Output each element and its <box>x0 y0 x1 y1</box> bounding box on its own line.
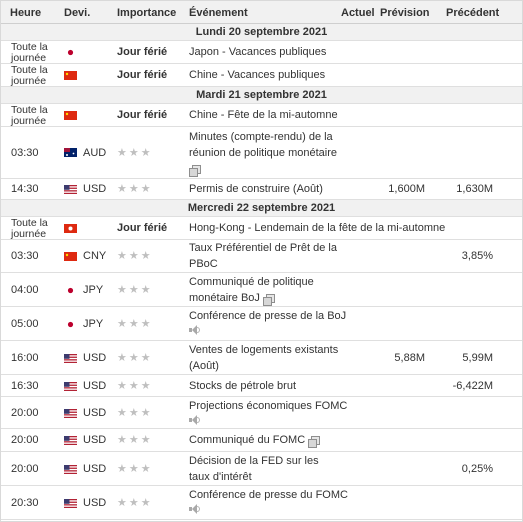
event-time: 16:00 <box>11 352 39 364</box>
event-title[interactable]: Communiqué du FOMC <box>189 434 306 446</box>
event-cell <box>189 308 359 335</box>
event-title[interactable]: Décision de la FED sur les taux d'intérêt <box>189 455 319 483</box>
speaker-icon[interactable] <box>189 415 200 425</box>
importance-stars: ★★★ <box>117 434 153 446</box>
china-flag-icon <box>64 252 77 261</box>
importance-stars: ★★★ <box>117 407 153 419</box>
event-title[interactable]: Conférence de presse du FOMC <box>189 489 348 501</box>
document-icon[interactable] <box>266 294 275 303</box>
event-time: 16:30 <box>11 380 39 392</box>
event-time: 20:00 <box>11 434 39 446</box>
calendar-header <box>1 1 522 24</box>
event-cell <box>189 487 359 514</box>
event-time: Toute la journée <box>11 64 48 87</box>
header-event: Événement <box>189 7 248 19</box>
japan-flag-icon <box>64 320 77 329</box>
event-row[interactable] <box>1 64 522 87</box>
event-currency: USD <box>83 407 107 419</box>
event-row[interactable] <box>1 307 522 341</box>
usa-flag-icon <box>64 499 77 508</box>
event-importance: Jour férié <box>117 69 168 81</box>
event-row[interactable] <box>1 486 522 520</box>
event-title[interactable]: Stocks de pétrole brut <box>189 380 297 392</box>
usa-flag-icon <box>64 465 77 474</box>
event-title[interactable]: Projections économiques FOMC <box>189 400 348 412</box>
event-currency: USD <box>83 497 107 509</box>
china-flag-icon <box>64 111 77 120</box>
event-row[interactable] <box>1 179 522 200</box>
event-row[interactable] <box>1 127 522 179</box>
day-header: Mardi 21 septembre 2021 <box>1 87 522 104</box>
event-title[interactable]: Hong-Kong - Lendemain de la fête de la mi-automne <box>189 222 446 234</box>
event-time: Toute la journée <box>11 41 48 64</box>
header-importance: Importance <box>117 7 177 19</box>
event-time: 04:00 <box>11 284 39 296</box>
event-title[interactable]: Taux Préférentiel de Prêt de la PBoC <box>189 242 337 270</box>
event-time: 20:00 <box>11 463 39 475</box>
usa-flag-icon <box>64 185 77 194</box>
event-time: 05:00 <box>11 318 39 330</box>
day-header: Lundi 20 septembre 2021 <box>1 24 522 41</box>
importance-stars: ★★★ <box>117 497 153 509</box>
event-forecast: 1,600M <box>388 183 425 195</box>
event-title[interactable]: Japon - Vacances publiques <box>189 46 327 58</box>
event-importance: Jour férié <box>117 222 168 234</box>
importance-stars: ★★★ <box>117 183 153 195</box>
event-currency: USD <box>83 352 107 364</box>
event-cell <box>189 432 359 448</box>
event-importance: Jour férié <box>117 109 168 121</box>
event-row[interactable] <box>1 429 522 452</box>
event-title[interactable]: Chine - Fête de la mi-automne <box>189 109 338 121</box>
event-previous: 0,25% <box>461 463 493 475</box>
event-time: 03:30 <box>11 250 39 262</box>
event-time: Toute la journée <box>11 104 48 127</box>
event-previous: 5,99M <box>462 352 493 364</box>
event-currency: CNY <box>83 250 107 262</box>
event-time: Toute la journée <box>11 217 48 240</box>
event-row[interactable] <box>1 104 522 127</box>
usa-flag-icon <box>64 436 77 445</box>
event-time: 03:30 <box>11 147 39 159</box>
header-currency: Devi. <box>64 7 91 19</box>
importance-stars: ★★★ <box>117 250 153 262</box>
usa-flag-icon <box>64 409 77 418</box>
header-time: Heure <box>10 7 42 19</box>
importance-stars: ★★★ <box>117 380 153 392</box>
event-cell <box>189 129 339 177</box>
event-currency: USD <box>83 183 107 195</box>
event-row[interactable] <box>1 273 522 307</box>
event-title[interactable]: Minutes (compte-rendu) de la réunion de politique monétaire <box>189 131 337 159</box>
japan-flag-icon <box>64 48 77 57</box>
event-title[interactable]: Permis de construire (Août) <box>189 183 323 195</box>
event-row[interactable] <box>1 341 522 375</box>
usa-flag-icon <box>64 382 77 391</box>
event-currency: USD <box>83 380 107 392</box>
importance-stars: ★★★ <box>117 284 153 296</box>
header-forecast: Prévision <box>380 7 430 19</box>
speaker-icon[interactable] <box>189 325 200 335</box>
event-time: 14:30 <box>11 183 39 195</box>
event-row[interactable] <box>1 375 522 397</box>
importance-stars: ★★★ <box>117 463 153 475</box>
event-title[interactable]: Ventes de logements existants (Août) <box>189 344 339 372</box>
event-currency: USD <box>83 463 107 475</box>
event-currency: JPY <box>83 318 104 330</box>
event-row[interactable] <box>1 240 522 273</box>
event-title[interactable]: Communiqué de politique monétaire BoJ <box>189 276 314 304</box>
document-icon[interactable] <box>192 165 201 174</box>
event-cell <box>189 398 359 425</box>
event-importance: Jour férié <box>117 46 168 58</box>
event-currency: AUD <box>83 147 107 159</box>
china-flag-icon <box>64 71 77 80</box>
speaker-icon[interactable] <box>189 504 200 514</box>
importance-stars: ★★★ <box>117 318 153 330</box>
event-time: 20:00 <box>11 407 39 419</box>
event-forecast: 5,88M <box>394 352 425 364</box>
event-row[interactable] <box>1 397 522 429</box>
header-previous: Précédent <box>446 7 500 19</box>
usa-flag-icon <box>64 354 77 363</box>
event-title[interactable]: Conférence de presse de la BoJ <box>189 310 347 322</box>
event-previous: -6,422M <box>452 380 493 392</box>
importance-stars: ★★★ <box>117 352 153 364</box>
event-previous: 3,85% <box>461 250 493 262</box>
hongkong-flag-icon <box>64 224 77 233</box>
document-icon[interactable] <box>311 436 320 445</box>
event-currency: JPY <box>83 284 104 296</box>
event-time: 20:30 <box>11 497 39 509</box>
event-currency: USD <box>83 434 107 446</box>
event-cell <box>189 274 319 306</box>
day-header: Mercredi 22 septembre 2021 <box>1 200 522 217</box>
importance-stars: ★★★ <box>117 147 153 159</box>
australia-flag-icon <box>64 148 77 157</box>
event-previous: 1,630M <box>456 183 493 195</box>
event-row[interactable] <box>1 217 522 240</box>
event-row[interactable] <box>1 452 522 486</box>
event-title[interactable]: Chine - Vacances publiques <box>189 69 326 81</box>
header-actual: Actuel <box>341 7 375 19</box>
japan-flag-icon <box>64 286 77 295</box>
event-row[interactable] <box>1 41 522 64</box>
